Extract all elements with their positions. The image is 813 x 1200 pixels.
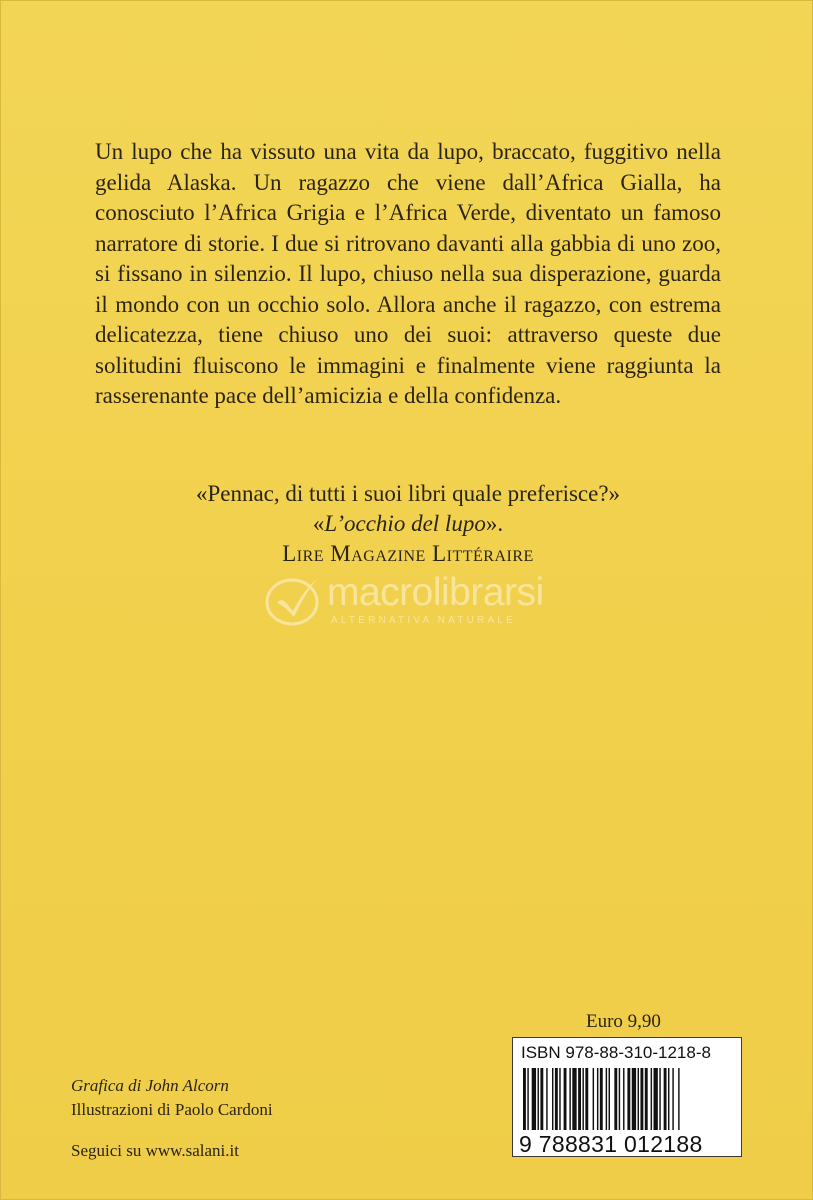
price-label: Euro 9,90: [586, 1011, 661, 1032]
watermark-tagline: ALTERNATIVA NATURALE: [331, 615, 516, 626]
press-quote: [95, 479, 721, 569]
quote-answer-close: ».: [485, 511, 504, 536]
credit-illustrations: Illustrazioni di Paolo Cardoni: [71, 1100, 273, 1119]
barcode-digits: 9 788831 012188: [519, 1131, 703, 1157]
isbn-label: ISBN 978-88-310-1218-8: [521, 1043, 711, 1062]
quote-question: «Pennac, di tutti i suoi libri quale preferisce?»: [195, 481, 621, 506]
barcode-box: [512, 1037, 742, 1157]
quote-answer: [95, 509, 721, 539]
credits: [71, 1074, 273, 1122]
quote-answer-open: «: [312, 511, 325, 536]
blurb-text: [95, 137, 721, 412]
quote-source: Lire Magazine Littéraire: [282, 541, 534, 566]
watermark-logo-icon: [263, 573, 321, 627]
quote-answer-title: L’occhio del lupo: [324, 511, 486, 536]
watermark-name: macrolibrarsi: [327, 571, 544, 614]
barcode-bars: [521, 1068, 735, 1138]
credit-graphic: Grafica di John Alcorn: [71, 1076, 229, 1095]
blurb-paragraph: Un lupo che ha vissuto una vita da lupo, braccato, fuggitivo nella gelida Alaska. Un ragazzo che viene dall’Africa Gialla, ha conosciuto l’Africa Grigia e l’Africa Verde, diventato un famoso narratore di storie. I due si ritrovano davanti alla gabbia di uno zoo, si fissano in silenzio. Il lupo, chiuso nella sua disperazione, guarda il mondo con un occhio solo. Allora anche il ragazzo, con estrema delicatezza, tiene chiuso uno dei suoi: attraverso queste due solitudini fluiscono le immagini e finalmente viene raggiunta la rasserenante pace dell’amicizia e della confidenza.: [95, 139, 721, 408]
watermark: [263, 571, 563, 631]
follow-link-text: Seguici su www.salani.it: [71, 1141, 239, 1160]
